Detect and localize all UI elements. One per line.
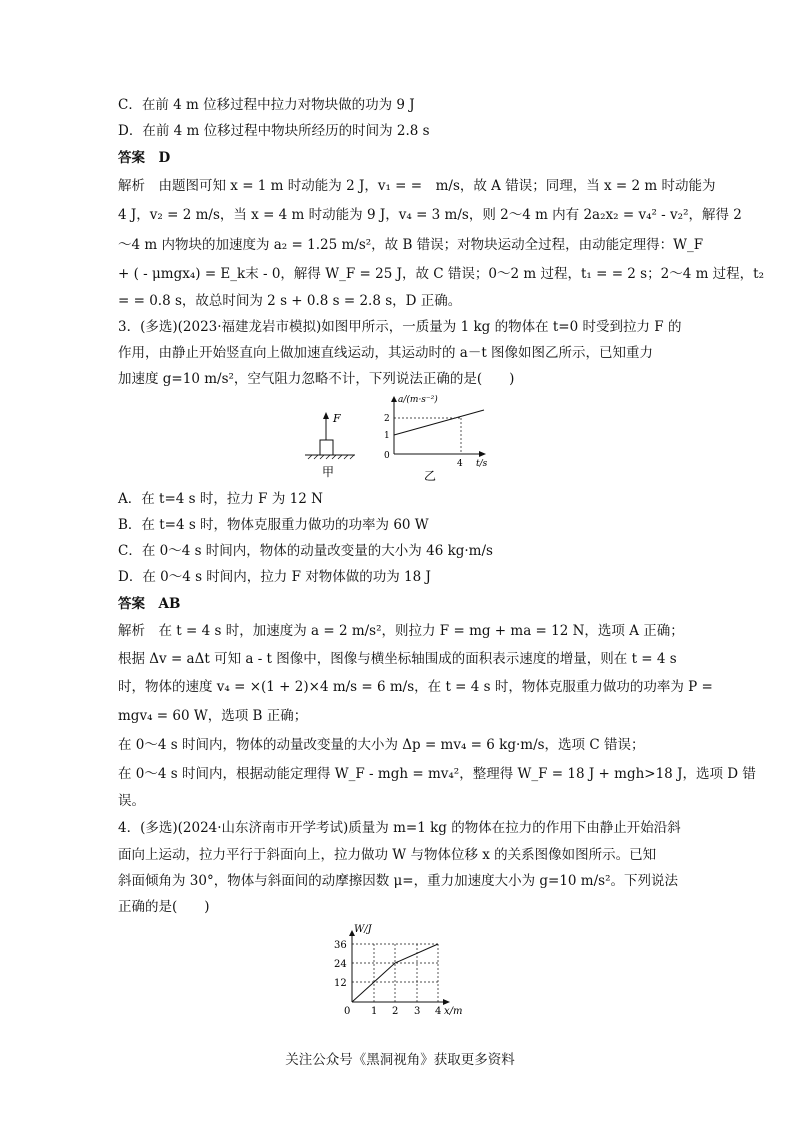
question-4-line-2: 面向上运动，拉力平行于斜面向上，拉力做功 W 与物体位移 x 的关系图像如图所示。已知	[118, 847, 657, 863]
q3-option-d: D．在 0～4 s 时间内，拉力 F 对物体做的功为 18 J	[118, 569, 431, 585]
caption-jia: 甲	[322, 465, 335, 479]
a-t-line	[394, 410, 484, 435]
x-tick-1: 1	[371, 1006, 378, 1016]
option-d-line: D．在前 4 m 位移过程中物块所经历的时间为 2.8 s	[118, 123, 430, 139]
caption-yi: 乙	[424, 469, 437, 483]
q3-answer: 答案 AB	[118, 596, 181, 612]
analysis-line-4: + ( - μmgx₄) = E_k末 - 0，解得 W_F = 25 J，故 C 错误；0～2 m 过程，t₁ = = 2 s；2～4 m 过程，t₂	[118, 266, 765, 282]
q3-analysis-3: 时，物体的速度 v₄ = ×(1 + 2)×4 m/s = 6 m/s，在 t = 4 s 时，物体克服重力做功的功率为 P =	[118, 679, 713, 695]
x-tick-2: 2	[392, 1006, 399, 1016]
question-4-line-4: 正确的是( )	[118, 899, 210, 915]
analysis-line-3: ～4 m 内物块的加速度为 a₂ = 1.25 m/s²，故 B 错误；对物块运动全过程，由动能定理得：W_F	[118, 237, 704, 253]
y-axis-label: a/(m·s⁻²)	[398, 395, 438, 405]
y-tick-0: 0	[384, 451, 390, 461]
question-4-line-3: 斜面倾角为 30°，物体与斜面间的动摩擦因数 μ=，重力加速度大小为 g=10 m/s²。下列说法	[118, 873, 678, 889]
w-tick-24: 24	[334, 959, 347, 970]
answer-line: 答案 D	[118, 150, 171, 166]
question-4-line-1: 4．(多选)(2024·山东济南市开学考试)质量为 m=1 kg 的物体在拉力的作用下由静止开始沿斜	[118, 820, 681, 836]
figure-yi-a-t-graph	[378, 392, 498, 484]
page-footer: 关注公众号《黑洞视角》获取更多资料	[285, 1052, 515, 1068]
x-tick-4: 4	[457, 459, 463, 469]
q3-option-a: A．在 t=4 s 时，拉力 F 为 12 N	[118, 491, 323, 507]
w-tick-36: 36	[334, 940, 347, 951]
q3-analysis-2: 根据 Δv = aΔt 可知 a - t 图像中，图像与横坐标轴围成的面积表示速度的增量，则在 t = 4 s	[118, 651, 677, 667]
question-3-line-3: 加速度 g=10 m/s²，空气阻力忽略不计，下列说法正确的是( )	[118, 371, 515, 387]
analysis-line-2: 4 J，v₂ = 2 m/s，当 x = 4 m 时动能为 9 J，v₄ = 3 m/s，则 2～4 m 内有 2a₂x₂ = v₄² - v₂²，解得 2	[118, 207, 742, 223]
q3-option-b: B．在 t=4 s 时，物体克服重力做功的功率为 60 W	[118, 517, 429, 533]
x-tick-0: 0	[344, 1006, 351, 1016]
y-tick-1: 1	[384, 431, 390, 441]
option-c-line: C．在前 4 m 位移过程中拉力对物块做的功为 9 J	[118, 97, 415, 113]
q3-analysis-6: 在 0～4 s 时间内，根据动能定理得 W_F - mgh = mv₄²，整理得 W_F = 18 J + mgh>18 J，选项 D 错	[118, 766, 756, 782]
question-3-line-2: 作用，由静止开始竖直向上做加速直线运动，其运动时的 a－t 图像如图乙所示，已知重力	[118, 345, 654, 361]
w-axis-label: W/J	[354, 924, 372, 935]
figure-jia	[300, 410, 370, 480]
q3-analysis-7: 误。	[118, 793, 145, 809]
analysis-line-1: 解析 由题图可知 x = 1 m 时动能为 2 J，v₁ = = m/s，故 A 错误；同理，当 x = 2 m 时动能为	[118, 178, 716, 194]
figure-w-x-graph	[320, 920, 480, 1016]
q3-analysis-5: 在 0～4 s 时间内，物体的动量改变量的大小为 Δp = mv₄ = 6 kg·m/s，选项 C 错误；	[118, 737, 645, 753]
q3-analysis-4: mgv₄ = 60 W，选项 B 正确；	[118, 708, 308, 724]
analysis-line-5: = = 0.8 s，故总时间为 2 s + 0.8 s = 2.8 s，D 正确。	[118, 293, 462, 309]
force-label: F	[333, 412, 341, 425]
x-tick-4m: 4	[435, 1006, 442, 1016]
y-tick-2: 2	[384, 414, 390, 424]
x-tick-3: 3	[414, 1006, 421, 1016]
x-m-axis-label: x/m	[444, 1006, 463, 1016]
w-tick-12: 12	[334, 978, 347, 989]
x-axis-label: t/s	[476, 459, 488, 469]
q3-analysis-1: 解析 在 t = 4 s 时，加速度为 a = 2 m/s²，则拉力 F = mg + ma = 12 N，选项 A 正确；	[118, 623, 684, 639]
question-3-line-1: 3．(多选)(2023·福建龙岩市模拟)如图甲所示，一质量为 1 kg 的物体在 t=0 时受到拉力 F 的	[118, 319, 682, 335]
q3-option-c: C．在 0～4 s 时间内，物体的动量改变量的大小为 46 kg·m/s	[118, 543, 493, 559]
